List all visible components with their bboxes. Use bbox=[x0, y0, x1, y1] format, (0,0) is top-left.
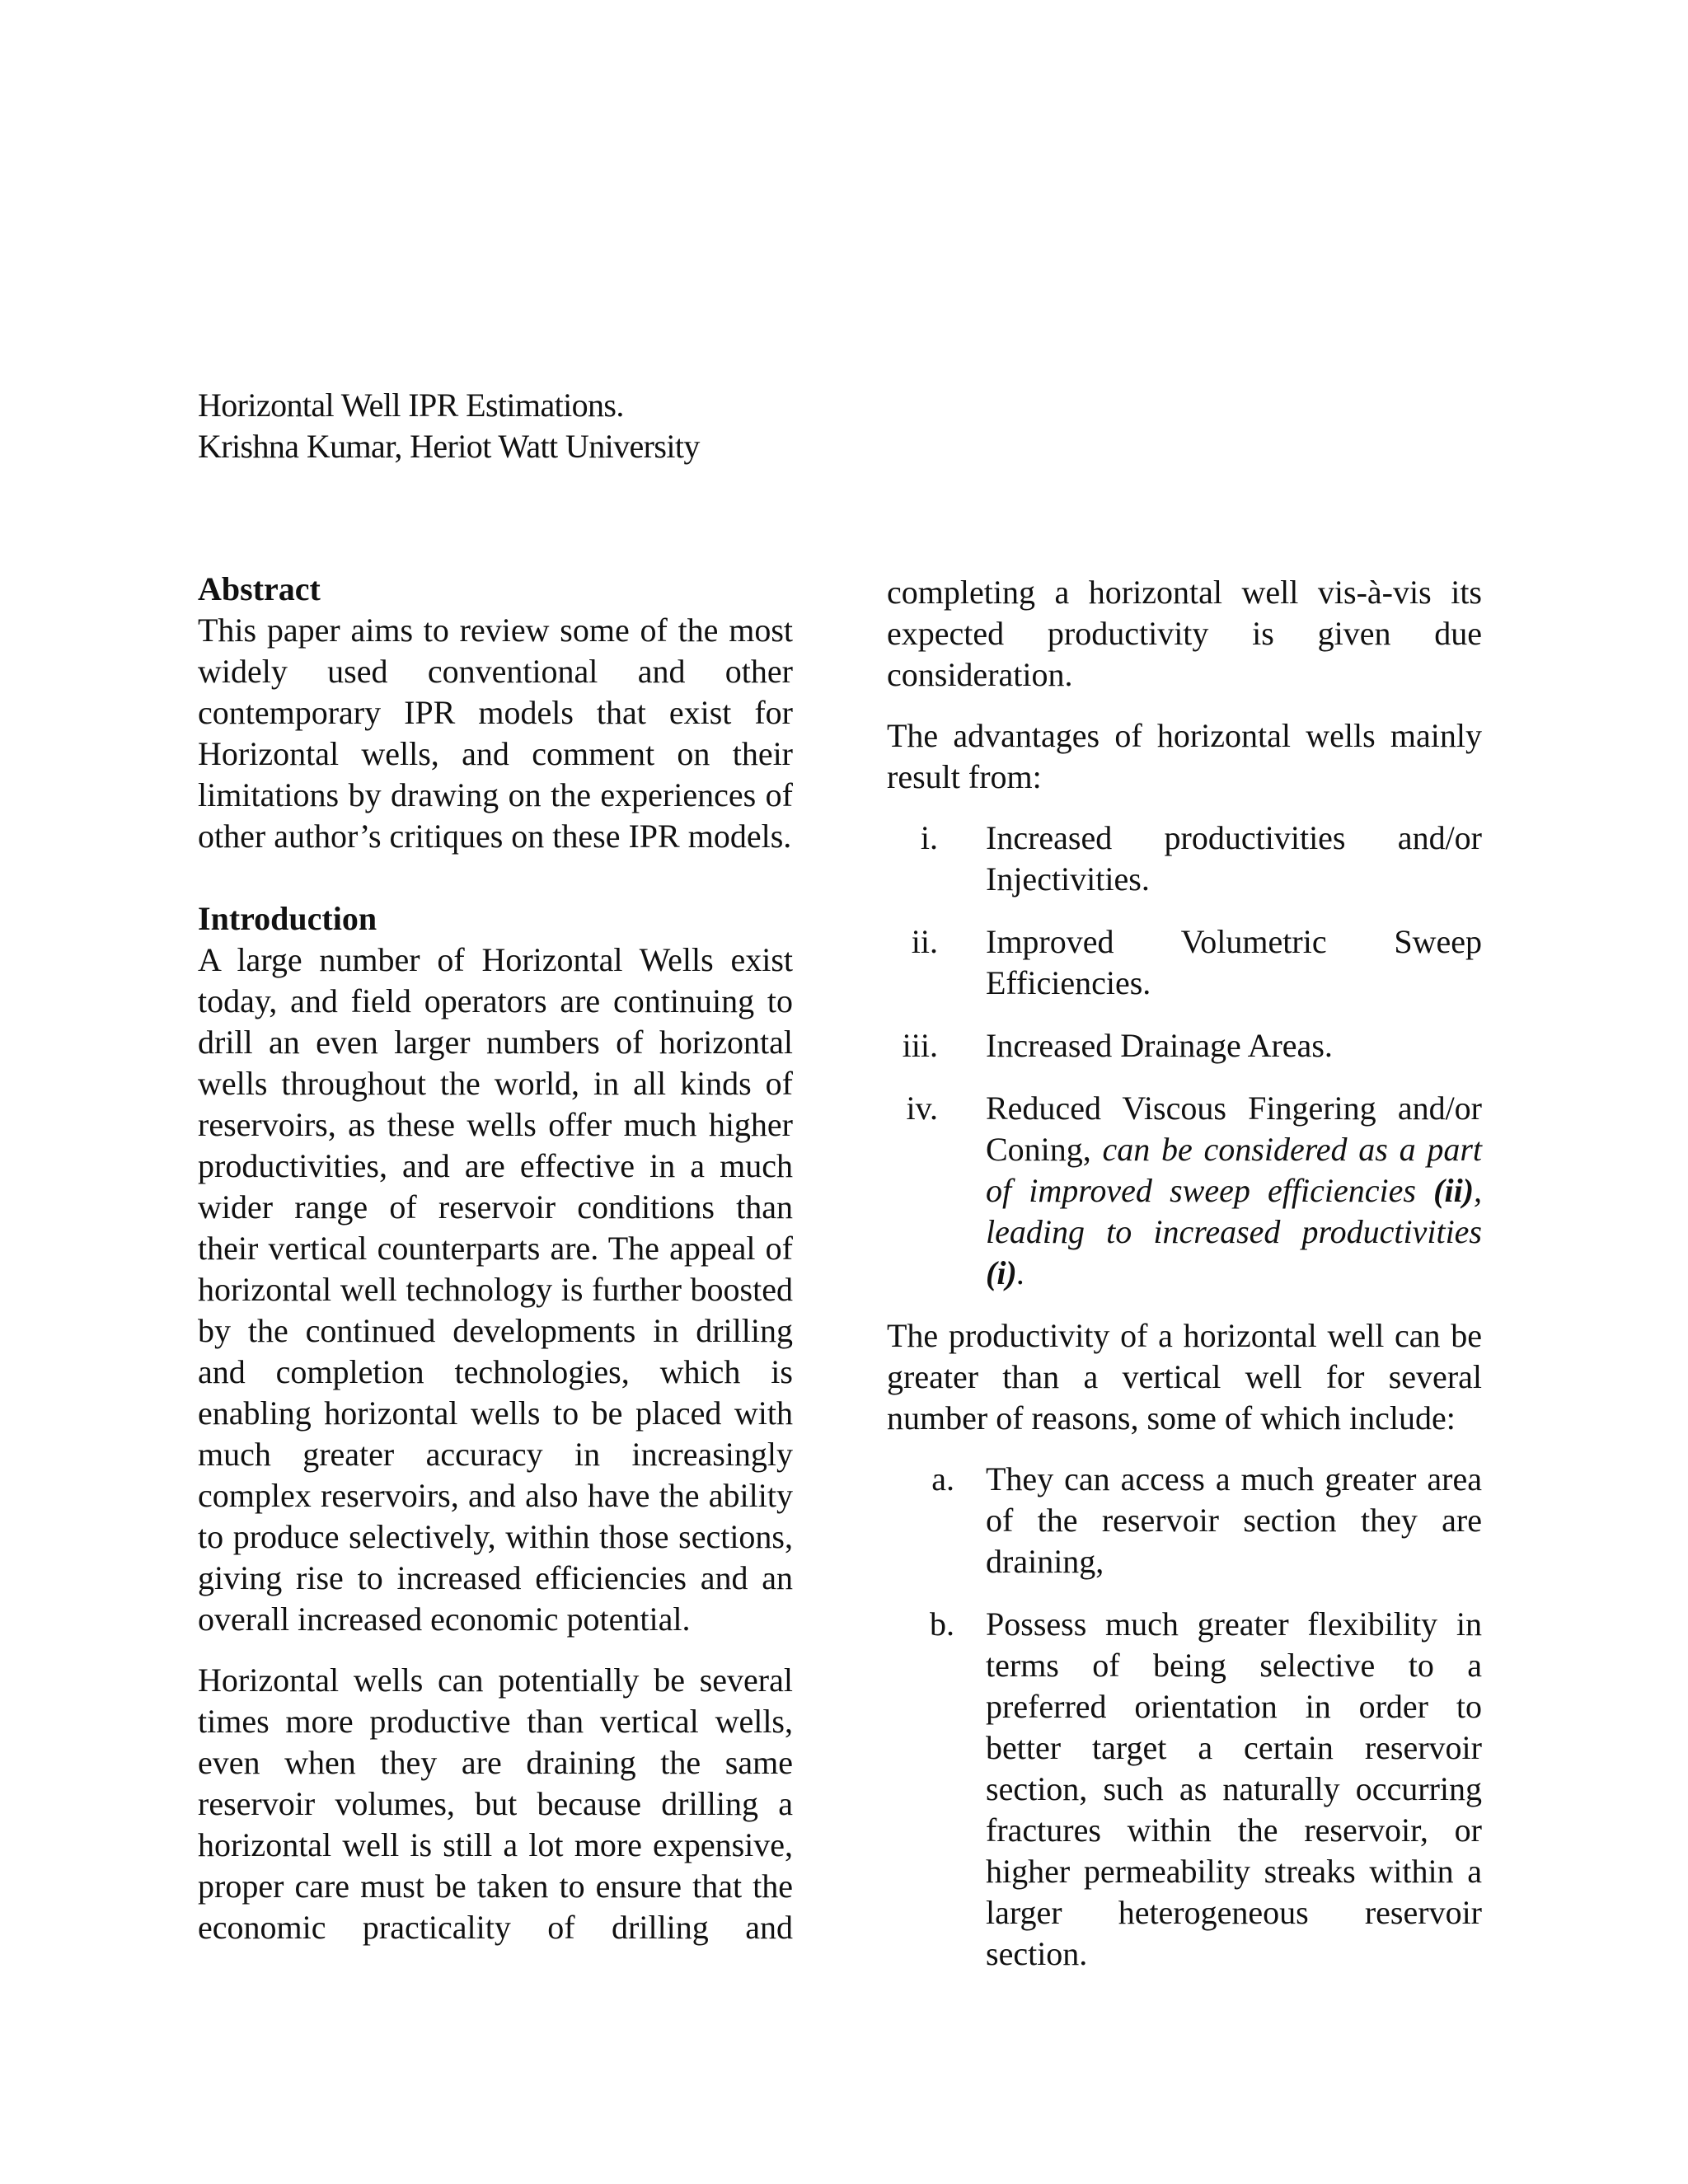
advantages-intro: The advantages of horizontal wells mainly result from: bbox=[887, 717, 1482, 795]
introduction-paragraph-1: A large number of Horizontal Wells exist today, and field operators are continuing to drill an even larger numbers of horizontal wells throughout the world, in all kinds of reservoirs, as these wells offer much higher productivities, and are effective in a much wider range of reservoir conditions than their vertical counterparts are. The appeal of horizontal well technology is further boosted by the continued developments in drilling and completion technologies, which is enabling horizontal wells to be placed with much greater accuracy in increasingly complex reservoirs, and also have the ability to produce selectively, within those sections, giving rise to increased efficiencies and an overall increased economic potential. bbox=[198, 941, 793, 1638]
paper-author: Krishna Kumar, Heriot Watt University bbox=[198, 428, 700, 465]
list-item: a. They can access a much greater area of the reservoir section they are draining, bbox=[931, 1460, 1482, 1580]
introduction-heading: Introduction bbox=[198, 900, 377, 937]
paper-title: Horizontal Well IPR Estimations. bbox=[198, 387, 624, 424]
abstract-heading: Abstract bbox=[198, 570, 321, 607]
introduction-paragraph-2-part-1: Horizontal wells can potentially be several times more productive than vertical wells, even when they are draining the same reservoir volumes, but because drilling a horizontal well is still a lot more expensive, proper care must be taken to ensure that the economic practicality of drilling and bbox=[198, 1661, 793, 1946]
productivity-intro: The productivity of a horizontal well can be greater than a vertical well for several number of reasons, some of which include: bbox=[887, 1317, 1482, 1436]
abstract-text: This paper aims to review some of the most widely used conventional and other contemporary IPR models that exist for Horizontal wells, and comment on their limitations by drawing on the experiences of other author’s critiques on these IPR models. bbox=[198, 612, 793, 855]
list-item: i. Increased productivities and/or Injectivities. bbox=[920, 819, 1482, 898]
paper-header bbox=[198, 385, 940, 467]
list-item: iii. Increased Drainage Areas. bbox=[902, 1027, 1333, 1064]
reasons-list bbox=[887, 1459, 1482, 1975]
advantages-list bbox=[887, 818, 1482, 1294]
introduction-paragraph-2-part-2: completing a horizontal well vis-à-vis its expected productivity is given due consideration. bbox=[887, 574, 1482, 693]
list-item: iv. Reduced Viscous Fingering and/or Coning, can be considered as a part of improved sweep efficiencies (ii), leading to increased productivities (i). bbox=[906, 1090, 1483, 1291]
list-item: b. Possess much greater flexibility in terms of being selective to a preferred orientation in order to better target a certain reservoir section, such as naturally occurring fractures within the reservoir, or higher permeability streaks within a larger heterogeneous reservoir section. bbox=[930, 1605, 1482, 1972]
right-column bbox=[887, 572, 1482, 1996]
list-item: ii. Improved Volumetric Sweep Efficiencies. bbox=[911, 923, 1482, 1001]
left-column bbox=[198, 569, 793, 1948]
